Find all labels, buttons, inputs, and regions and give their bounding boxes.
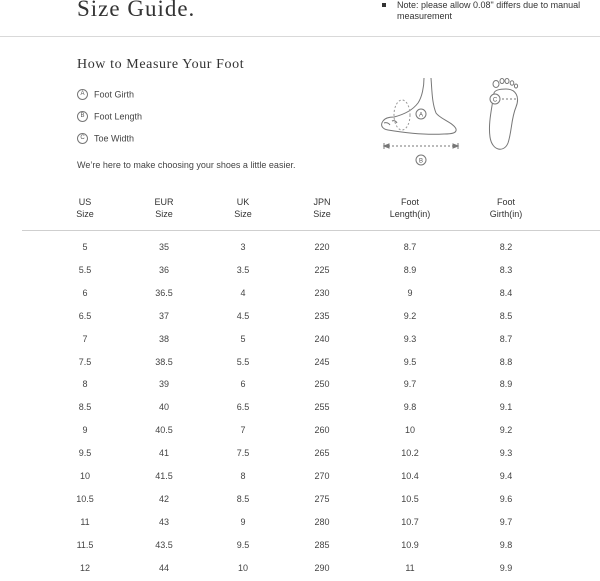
cell-foot-length: 10 (404, 425, 416, 436)
cell-us-size: 8.5 (78, 402, 92, 413)
cell-foot-length: 10.9 (401, 539, 419, 550)
cell-jpn-size: 235 (314, 310, 330, 321)
cell-foot-girth: 9.4 (499, 471, 513, 481)
cell-eur-size: 40 (158, 402, 170, 413)
cell-foot-length: 11 (405, 562, 415, 573)
length-arrow-icon (384, 143, 458, 149)
cell-us-size: 8 (82, 379, 88, 390)
cell-foot-girth: 9.3 (499, 448, 513, 459)
cell-uk-size: 6.5 (236, 402, 250, 413)
cell-foot-length: 10.7 (401, 516, 419, 527)
cell-foot-length: 9.8 (403, 402, 417, 413)
diagram-badge-b: B (418, 158, 424, 165)
table-row (0, 329, 600, 352)
cell-us-size: 11.5 (76, 539, 94, 550)
cell-eur-size: 42 (158, 493, 170, 504)
badge-b-icon: B (77, 111, 88, 122)
badge-a-icon: A (77, 89, 88, 100)
page-title: Size Guide. (77, 0, 196, 21)
cell-jpn-size: 250 (314, 379, 330, 390)
bullet-icon (382, 3, 386, 7)
cell-uk-size: 5.5 (236, 356, 250, 367)
cell-jpn-size: 245 (314, 356, 330, 367)
cell-jpn-size: 275 (314, 493, 330, 504)
foot-side-icon (382, 78, 457, 134)
cell-foot-length: 9.5 (403, 356, 417, 367)
cell-eur-size: 35 (158, 242, 170, 252)
cell-uk-size: 9.5 (236, 539, 250, 550)
cell-uk-size: 10 (237, 562, 249, 573)
cell-us-size: 9 (82, 425, 88, 436)
cell-uk-size: 7.5 (236, 448, 250, 459)
table-row (0, 374, 600, 397)
table-row (0, 306, 600, 329)
cell-us-size: 12 (79, 562, 91, 573)
cell-us-size: 10.5 (76, 493, 94, 504)
cell-eur-size: 37 (158, 310, 170, 321)
table-row (0, 283, 600, 306)
cell-eur-size: 36 (158, 264, 170, 275)
cell-us-size: 6.5 (78, 310, 92, 321)
cell-jpn-size: 240 (314, 333, 330, 344)
cell-jpn-size: 225 (314, 264, 330, 275)
cell-jpn-size: 285 (314, 539, 330, 550)
cell-uk-size: 3.5 (236, 264, 250, 275)
legend-item-foot-length (77, 111, 142, 122)
table-row (0, 397, 600, 420)
header-eur-size: EUR Size (154, 197, 174, 219)
header-foot-length: Foot Length(in) (389, 197, 431, 219)
intro-text: We’re here to make choosing your shoes a little easier. (77, 160, 296, 170)
cell-foot-length: 9.2 (403, 310, 417, 321)
cell-us-size: 5.5 (78, 264, 92, 275)
cell-eur-size: 43.5 (155, 539, 173, 550)
badge-c-icon: C (77, 133, 88, 144)
cell-foot-girth: 8.9 (499, 379, 513, 390)
cell-foot-girth: 8.5 (499, 310, 513, 321)
table-row (0, 466, 600, 489)
cell-eur-size: 38 (158, 333, 170, 344)
header-foot-girth: Foot Girth(in) (489, 197, 523, 219)
table-row (0, 260, 600, 283)
cell-us-size: 7.5 (78, 356, 92, 367)
cell-eur-size: 39 (158, 379, 170, 390)
diagram-badge-a: A (418, 112, 424, 119)
cell-uk-size: 4 (240, 287, 246, 298)
cell-foot-girth: 8.2 (499, 242, 513, 252)
cell-uk-size: 9 (240, 516, 246, 527)
cell-uk-size: 5 (240, 333, 246, 344)
cell-us-size: 10 (79, 471, 91, 481)
legend-item-toe-width (77, 133, 134, 144)
cell-uk-size: 7 (240, 425, 246, 436)
table-row (0, 512, 600, 535)
measurement-note-text: Note: please allow 0.08" differs due to manual measurement (397, 0, 581, 21)
cell-foot-girth: 9.7 (499, 516, 513, 527)
cell-eur-size: 38.5 (155, 356, 173, 367)
cell-jpn-size: 255 (314, 402, 330, 413)
cell-eur-size: 40.5 (155, 425, 173, 436)
foot-sole-icon (489, 79, 518, 150)
legend-label: Foot Girth (94, 89, 135, 100)
cell-foot-length: 9.3 (403, 333, 417, 344)
cell-jpn-size: 260 (314, 425, 330, 436)
cell-us-size: 6 (82, 287, 88, 298)
cell-foot-girth: 8.3 (499, 264, 513, 275)
legend-label: Foot Length (94, 111, 143, 122)
table-row (0, 489, 600, 512)
table-row (0, 558, 600, 581)
cell-foot-length: 10.5 (401, 493, 419, 504)
cell-foot-girth: 9.1 (499, 402, 513, 413)
cell-us-size: 7 (82, 333, 88, 344)
page-header (0, 0, 600, 37)
cell-foot-girth: 9.6 (499, 493, 513, 504)
cell-foot-length: 8.9 (403, 264, 417, 275)
cell-eur-size: 41 (158, 448, 170, 459)
header-jpn-size: JPN Size (313, 197, 331, 219)
table-row (0, 535, 600, 558)
cell-foot-girth: 9.2 (499, 425, 513, 436)
cell-jpn-size: 280 (314, 516, 330, 527)
table-row (0, 420, 600, 443)
cell-eur-size: 41.5 (155, 471, 173, 481)
cell-uk-size: 8 (240, 471, 246, 481)
cell-foot-girth: 8.8 (499, 356, 513, 367)
cell-foot-length: 10.2 (401, 448, 419, 459)
cell-uk-size: 8.5 (236, 493, 250, 504)
diagram-badge-c: C (492, 97, 498, 104)
header-uk-size: UK Size (234, 197, 252, 219)
cell-foot-girth: 9.9 (499, 562, 513, 573)
legend-item-foot-girth (77, 89, 134, 100)
table-divider (22, 230, 600, 231)
cell-eur-size: 43 (158, 516, 170, 527)
section-title: How to Measure Your Foot (77, 57, 245, 72)
cell-foot-girth: 8.4 (499, 287, 513, 298)
cell-us-size: 11 (80, 516, 90, 527)
cell-uk-size: 4.5 (236, 310, 250, 321)
cell-jpn-size: 265 (314, 448, 330, 459)
cell-uk-size: 3 (240, 242, 246, 252)
cell-foot-length: 9.7 (403, 379, 417, 390)
table-row (0, 443, 600, 466)
cell-eur-size: 44 (158, 562, 170, 573)
cell-foot-length: 10.4 (401, 471, 419, 481)
cell-us-size: 5 (82, 242, 88, 252)
cell-foot-length: 8.7 (403, 242, 417, 252)
table-row (0, 352, 600, 375)
cell-jpn-size: 220 (314, 242, 330, 252)
cell-uk-size: 6 (240, 379, 246, 390)
girth-dashed-icon (394, 100, 410, 130)
cell-jpn-size: 270 (314, 471, 330, 481)
legend-label: Toe Width (94, 133, 135, 144)
cell-jpn-size: 290 (314, 562, 330, 573)
cell-foot-girth: 8.7 (499, 333, 513, 344)
cell-foot-girth: 9.8 (499, 539, 513, 550)
cell-eur-size: 36.5 (155, 287, 173, 298)
cell-jpn-size: 230 (314, 287, 330, 298)
header-us-size: US Size (76, 197, 94, 219)
size-table-header (0, 196, 600, 226)
cell-us-size: 9.5 (78, 448, 92, 459)
foot-measurement-diagram (376, 73, 536, 173)
cell-foot-length: 9 (407, 287, 413, 298)
table-row (0, 237, 600, 260)
